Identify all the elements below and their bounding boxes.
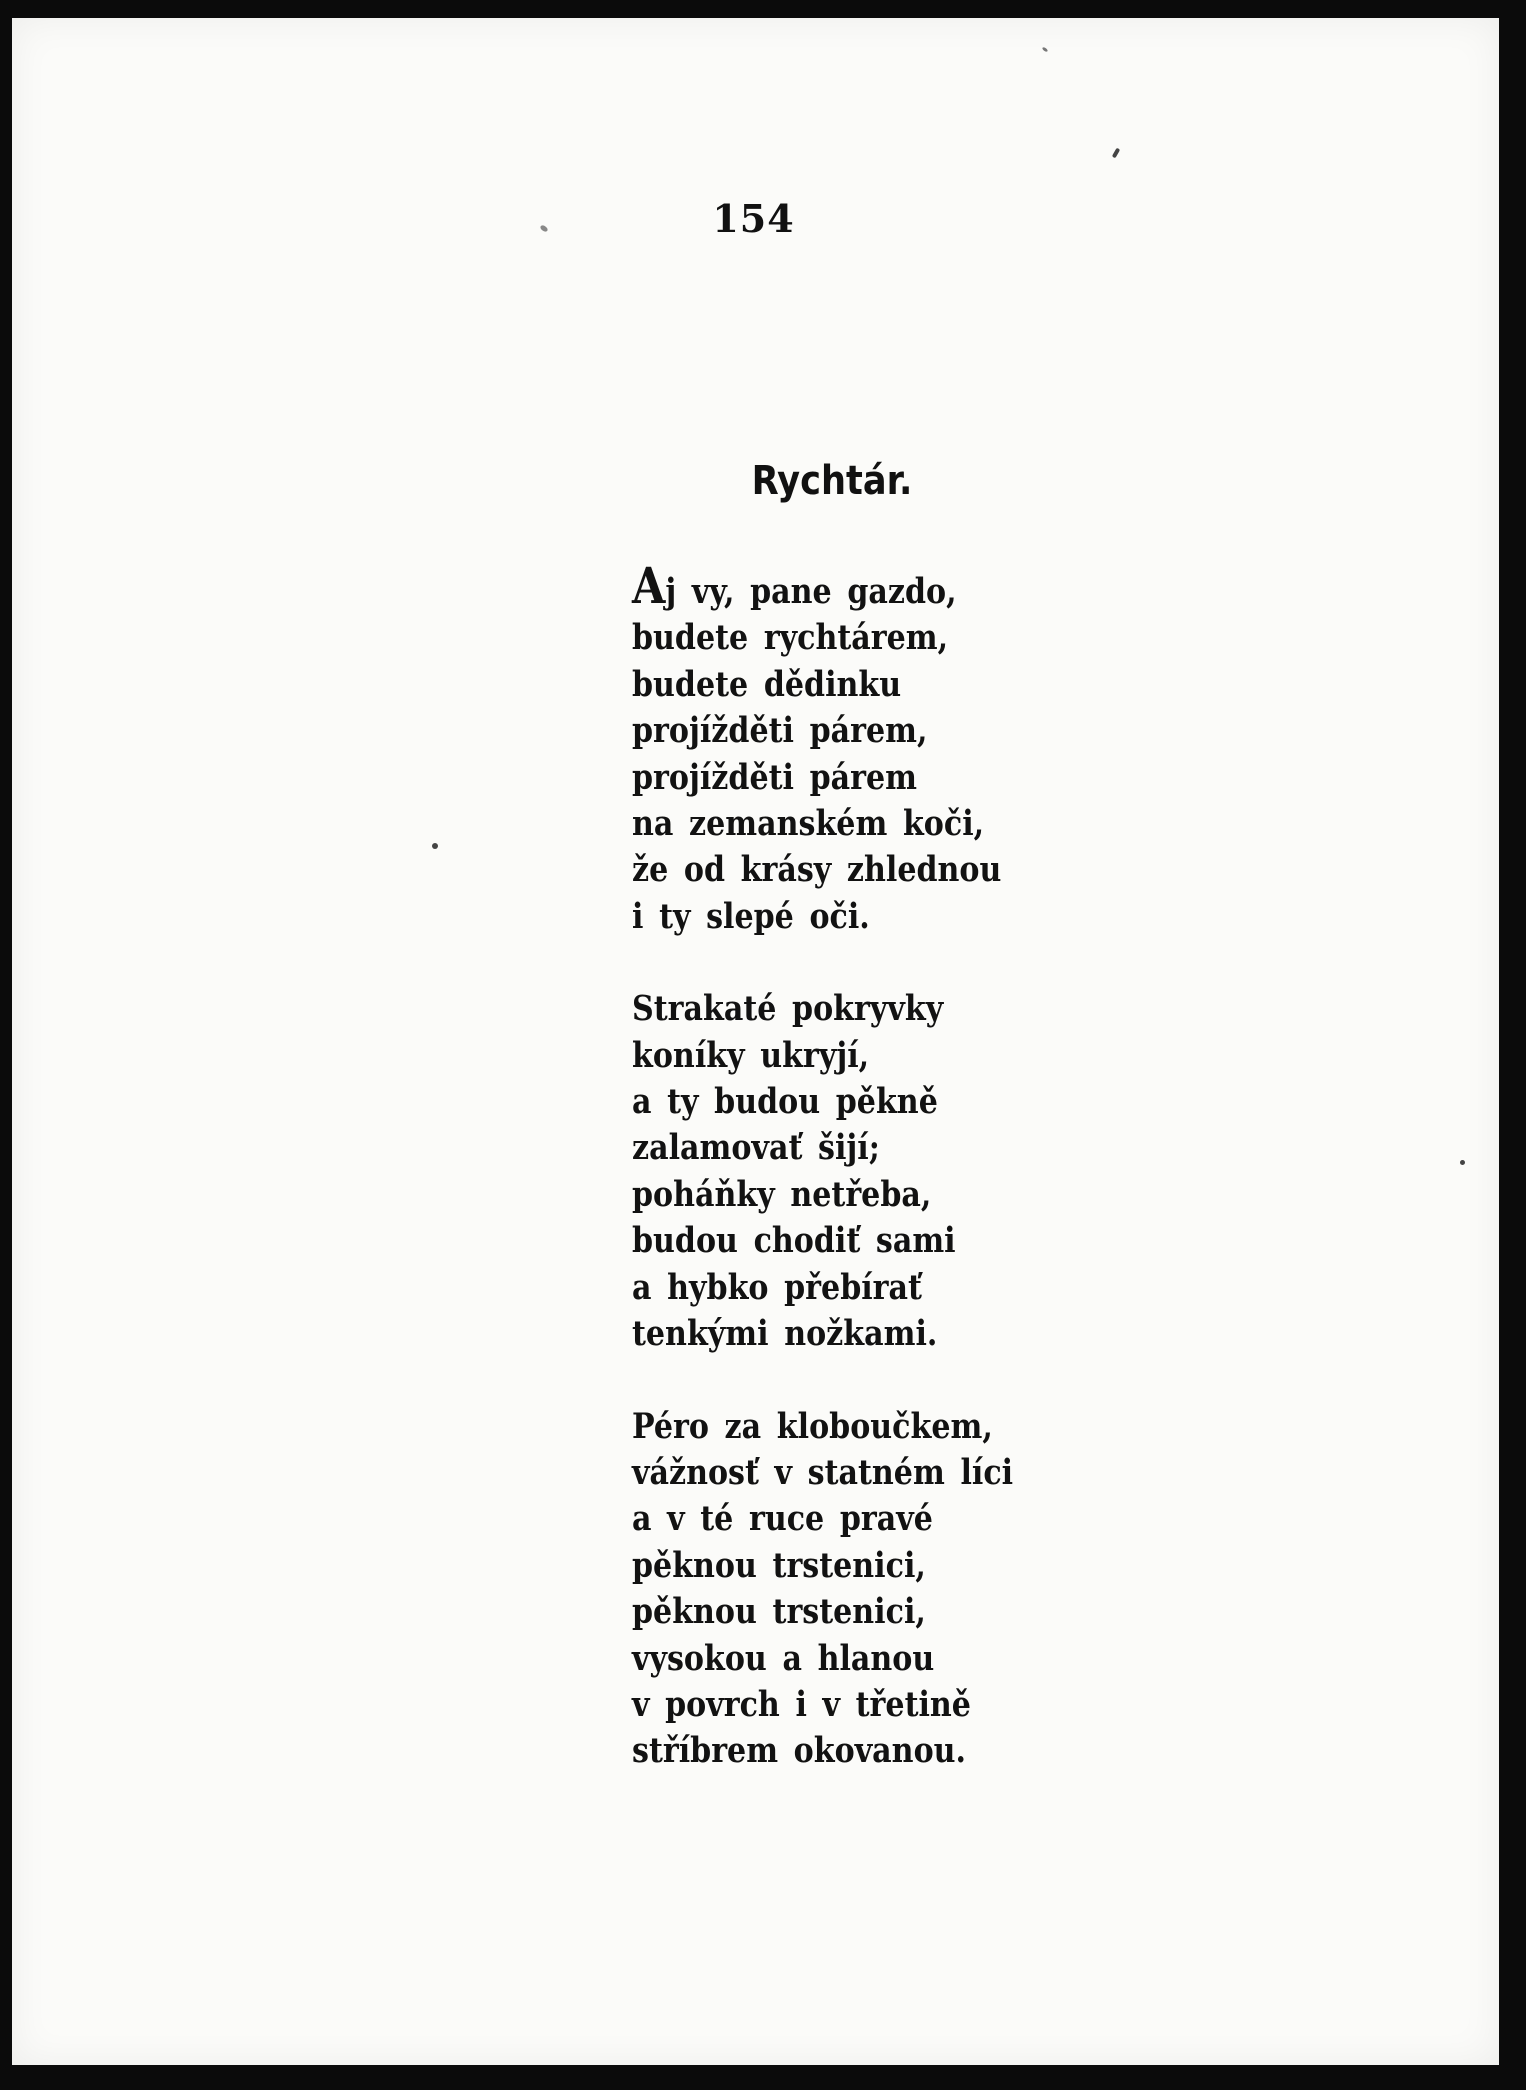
drop-initial: A [632,556,666,615]
poem-line: a v té ruce pravé [632,1498,933,1540]
poem-line: stříbrem okovanou. [632,1730,967,1772]
poem-line: vážnosť v statném líci [632,1451,1014,1493]
stanza-3 [632,1404,1152,1775]
poem-line: vysokou a hlanou [632,1637,935,1679]
poem-line: na zemanském koči, [632,803,985,845]
poem-line: i ty slepé oči. [632,895,870,937]
page-number: 154 [712,196,795,241]
scan-speck [1460,1160,1465,1165]
poem-line: a ty budou pěkně [632,1081,938,1123]
scan-speck [432,843,438,849]
poem-line: Strakaté pokryvky [632,988,944,1030]
scan-speck [1042,47,1049,53]
poem-line [632,556,1079,615]
poem-line: a hybko přebírať [632,1266,922,1308]
poem-line: v povrch i v třetině [632,1683,971,1725]
poem-line: projížděti párem [632,756,917,798]
scan-speck [1112,148,1120,159]
poem-line: zalamovať šijí; [632,1127,880,1169]
stanza-2 [632,986,1152,1357]
first-line-rest: j vy, pane gazdo, [665,571,957,612]
poem-line: budete dědinku [632,663,902,705]
poem-line: projížděti párem, [632,710,928,752]
poem-line: tenkými nožkami. [632,1313,938,1355]
poem-line: pěknou trstenici, [632,1591,926,1633]
poem-line: koníky ukryjí, [632,1034,870,1076]
poem-line: budou chodiť sami [632,1220,956,1262]
poem-line: pěknou trstenici, [632,1544,926,1586]
poem-body [632,556,1152,1821]
poem-line: poháňky netřeba, [632,1173,932,1215]
poem-line: že od krásy zhlednou [632,849,1002,891]
poem-line: Péro za kloboučkem, [632,1405,993,1447]
poem-line: budete rychtárem, [632,617,949,659]
poem-title: Rychtár. [751,458,913,504]
book-page [12,18,1499,2065]
stanza-1 [632,556,1152,940]
